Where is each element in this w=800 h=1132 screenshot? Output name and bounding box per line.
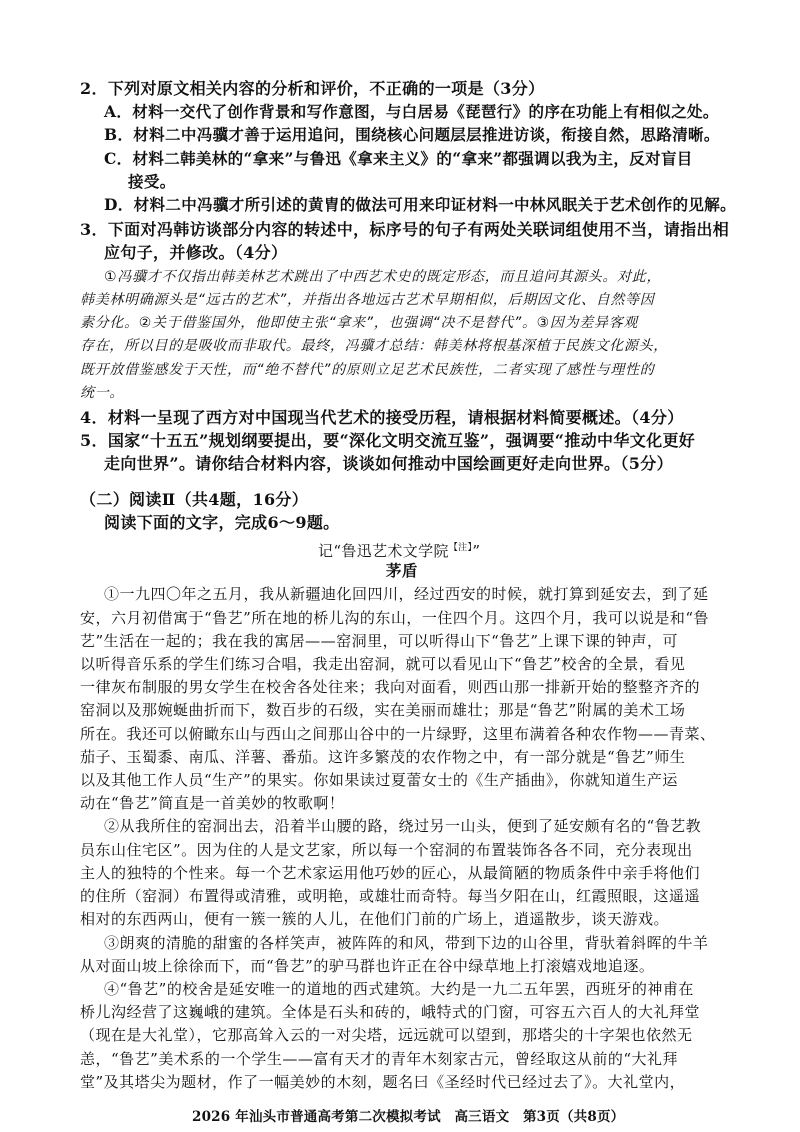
passage-title-text: 记“鲁迅艺术文学院 xyxy=(318,542,449,560)
q3-quote-line: 存在，所以目的是吸收而非取代。最终，冯骥才总结：韩美林将根基深植于民族文化源头， xyxy=(80,338,668,354)
q4-stem: 4．材料一呈现了西方对中国现当代艺术的接受历程，请根据材料简要概述。（4分） xyxy=(80,408,684,427)
q2-option-a: A．材料一交代了创作背景和写作意图，与白居易《琵琶行》的序在功能上有相似之处。 xyxy=(104,102,719,121)
section-heading: （二）阅读Ⅱ（共4题，16分） xyxy=(80,490,309,509)
passage-title-note: 【注】 xyxy=(448,543,473,553)
q3-stem: 3．下面对冯韩访谈部分内容的转述中，标序号的句子有两处关联词组使用不当，请指出相 xyxy=(80,220,730,239)
passage-line: 以及其他工作人员“生产”的果实。你如果读过夏蕾女士的《生产插曲》，你就知道生产运 xyxy=(80,771,678,789)
passage-line: 一律灰布制服的男女学生在校舍各处往来；我向对面看，则西山那一排新开始的整整齐齐的 xyxy=(80,678,701,696)
passage-line: 恙，“鲁艺”美术系的一个学生——富有天才的青年木刻家古元，曾经取这从前的“大礼拜 xyxy=(80,1050,679,1068)
passage-line: 窑洞以及那婉蜒曲折而下，数百步的石级，实在美丽而雄壮；那是“鲁艺”附属的美术工场 xyxy=(80,701,686,719)
q3-quote-line: 韩美林明确源头是“远古的艺术”，并指出各地远古艺术早期相似，后期因文化、自然等因 xyxy=(80,292,655,308)
page-footer: 2026 年汕头市普通高考第二次模拟考试 高三语文 第3页（共8页） xyxy=(192,1109,625,1125)
q2-option-c: C．材料二韩美林的“拿来”与鲁迅《拿来主义》的“拿来”都强调以我为主，反对盲目 xyxy=(104,149,693,168)
q2-option-b: B．材料二中冯骥才善于运用追问，围绕核心问题层层推进访谈，衔接自然，思路清晰。 xyxy=(104,125,720,144)
passage-line: 的住所（窑洞）布置得或清雅，或明艳，或雄壮而奇特。每当夕阳在山，红霞照眼，这遥遥 xyxy=(80,887,701,905)
passage-title-close: ” xyxy=(472,542,481,560)
q3-stem-cont: 应句子，并修改。（4分） xyxy=(104,243,288,262)
passage-line: ③朗爽的清脆的甜蜜的各样笑声，被阵阵的和风，带到下边的山谷里，背驮着斜晖的牛羊 xyxy=(104,934,709,952)
passage-line: 以听得音乐系的学生们练习合唱，我走出窑洞，就可以看见山下“鲁艺”校舍的全景，看见 xyxy=(80,655,686,673)
passage-title xyxy=(318,537,480,562)
passage-line: 从对面山坡上徐徐而下，而“鲁艺”的驴马群也许正在谷中绿草地上打滚嬉戏地追逐。 xyxy=(80,957,655,975)
q2-option-c-cont: 接受。 xyxy=(128,172,176,191)
q3-quote-line: 统一。 xyxy=(80,385,125,401)
q5-stem-cont: 走向世界”。请你结合材料内容，谈谈如何推动中国绘画更好走向世界。（5分） xyxy=(104,454,673,473)
q2-option-d: D．材料二中冯骥才所引述的黄胄的做法可用来印证材料一中林风眠关于艺术创作的见解。 xyxy=(104,195,736,214)
passage-line: 所在。我还可以俯瞰东山与西山之间那山谷中的一片绿野，这里布满着各种农作物——青菜、 xyxy=(80,725,716,743)
passage-line: 相对的东西两山，便有一簇一簇的人儿，在他们门前的广场上，逍遥散步，谈天游戏。 xyxy=(80,910,670,928)
q2-stem: 2．下列对原文相关内容的分析和评价，不正确的一项是（3分） xyxy=(80,79,545,98)
passage-line: ①一九四〇年之五月，我从新疆迪化回四川，经过西安的时候，就打算到延安去，到了延 xyxy=(104,585,709,603)
passage-author: 茅盾 xyxy=(386,561,418,580)
passage-line: ②从我所住的窑洞出去，沿着半山腰的路，绕过另一山头，便到了延安颇有名的“鲁艺教 xyxy=(104,817,702,835)
passage-line: ④“鲁艺”的校舍是延安唯一的道地的西式建筑。大约是一九二五年罢，西班牙的神甫在 xyxy=(104,980,694,998)
q3-quote-line: ①冯骥才不仅指出韩美林艺术跳出了中西艺术史的既定形态，而且追问其源头。对此， xyxy=(104,269,662,285)
passage-line: 动在“鲁艺”简直是一首美妙的牧歌啊！ xyxy=(80,794,345,812)
passage-line: 桥儿沟经营了这巍峨的建筑。全体是石头和砖的，峨特式的门窗，可容五六百人的大礼拜堂 xyxy=(80,1003,701,1021)
q3-quote-line: 既开放借鉴感发于天性，而“绝不替代”的原则立足艺术民族性，二者实现了感性与理性的 xyxy=(80,362,655,378)
section-instruction: 阅读下面的文字，完成6～9题。 xyxy=(104,513,340,532)
passage-line: 茄子、玉蜀黍、南瓜、洋薯、番茄。这许多繁茂的农作物之中，有一部分就是“鲁艺”师生 xyxy=(80,748,686,766)
passage-line: 堂”及其塔尖为题材，作了一幅美妙的木刻，题名曰《圣经时代已经过去了》。大礼堂内， xyxy=(80,1073,686,1091)
q3-quote-line: 素分化。②关于借鉴国外，他即使主张“拿来”，也强调“决不是替代”。③因为差异客观 xyxy=(80,315,639,331)
passage-line: 主人的独特的个性来。每一个艺术家运用他巧妙的匠心，从最简陋的物质条件中亲手将他们 xyxy=(80,864,701,882)
passage-line: 员东山住宅区”。因为住的人是文艺家，所以每一个窑洞的布置装饰各各不同，充分表现出 xyxy=(80,841,693,859)
q5-stem: 5．国家“十五五”规划纲要提出，要“深化文明交流互鉴”，强调要“推动中华文化更好 xyxy=(80,431,696,450)
passage-line: （现在是大礼堂），它那高耸入云的一对尖塔，远远就可以望到，那塔尖的十字架也依然无 xyxy=(80,1026,693,1044)
passage-line: 安，六月初借寓于“鲁艺”所在地的桥儿沟的东山，一住四个月。这四个月，我可以说是和“鲁 xyxy=(80,609,710,627)
passage-line: 艺”生活在一起的；我在我的寓居——窑洞里，可以听得山下“鲁艺”上课下课的钟声，可 xyxy=(80,632,679,650)
